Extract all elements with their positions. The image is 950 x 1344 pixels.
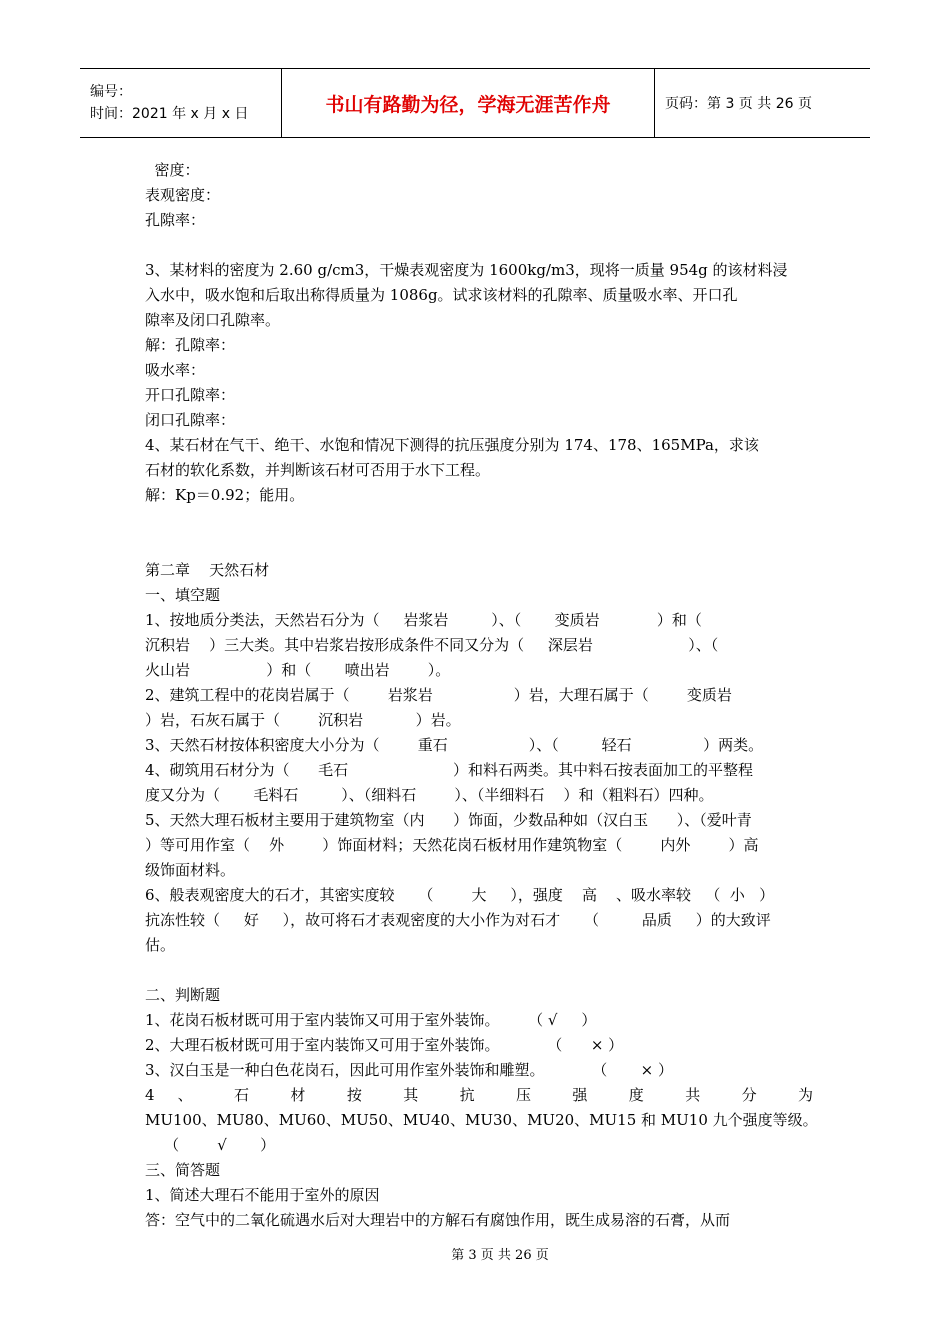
blank-line [145, 233, 813, 258]
text-line: 解：Kp＝0.92；能用。 [145, 486, 305, 504]
header-page-info [655, 69, 870, 137]
blank-line [145, 533, 813, 558]
text-line: ）岩，石灰石属于（ 沉积岩 ）岩。 [145, 711, 461, 729]
motto-text: 书山有路勤为径，学海无涯苦作舟 [325, 93, 611, 116]
text-line: 1、简述大理石不能用于室外的原因 [145, 1186, 380, 1204]
text-line: MU100、MU80、MU60、MU50、MU40、MU30、MU20、MU15 和 MU10 九个强度等级。 [145, 1111, 818, 1129]
text-line: 2、大理石板材既可用于室内装饰又可用于室外装饰。 （ × ） [145, 1036, 624, 1054]
text-line: 石材的软化系数，并判断该石材可否用于水下工程。 [145, 461, 491, 479]
text-line: 度又分为（ 毛料石 ）、（细料石 ）、（半细料石 ）和（粗料石）四种。 [145, 786, 714, 804]
text-line: 入水中，吸水饱和后取出称得质量为 1086g。试求该材料的孔隙率、质量吸水率、开口孔 [145, 286, 738, 304]
text-line: 开口孔隙率： [145, 386, 236, 404]
text-line: 解：孔隙率： [145, 336, 236, 354]
page-footer: 第 3 页 共 26 页 [451, 1248, 549, 1263]
text-line: 4、砌筑用石材分为（ 毛石 ）和料石两类。其中料石按表面加工的平整程 [145, 761, 754, 779]
text-line: 闭口孔隙率： [145, 411, 236, 429]
text-line: 一、填空题 [145, 586, 221, 604]
header-info [80, 69, 282, 137]
text-line: 隙率及闭口孔隙率。 [145, 311, 281, 329]
page-number-label: 页码：第 3 页 共 26 页 [665, 96, 812, 112]
text-line: 表观密度： [145, 186, 221, 204]
text-line: 3、天然石材按体积密度大小分为（ 重石 ）、（ 轻石 ）两类。 [145, 736, 764, 754]
text-line: 4、某石材在气干、绝干、水饱和情况下测得的抗压强度分别为 174、178、165MPa，求该 [145, 436, 759, 454]
text-line: 孔隙率： [145, 211, 206, 229]
text-line: 估。 [145, 936, 176, 954]
text-line: 吸水率： [145, 361, 206, 379]
text-line: 沉积岩 ）三大类。其中岩浆岩按形成条件不同又分为（ 深层岩 ）、（ [145, 636, 719, 654]
text-line: 火山岩 ）和（ 喷出岩 ）。 [145, 661, 451, 679]
text-line: 4 、 石 材 按 其 抗 压 强 度 共 分 为 [145, 1086, 813, 1104]
blank-line [145, 508, 813, 533]
text-line: 二、判断题 [145, 986, 221, 1004]
text-line: 3、汉白玉是一种白色花岗石，因此可用作室外装饰和雕塑。 （ × ） [145, 1061, 673, 1079]
text-line: 1、按地质分类法，天然岩石分为（ 岩浆岩 ）、（ 变质岩 ）和（ [145, 611, 702, 629]
text-line: 答：空气中的二氧化硫遇水后对大理岩中的方解石有腐蚀作用，既生成易溶的石膏，从而 [145, 1211, 731, 1229]
text-line: ）等可用作室（ 外 ）饰面材料；天然花岗石板材用作建筑物室（ 内外 ）高 [145, 836, 759, 854]
text-line: 3、某材料的密度为 2.60 g/cm3，干燥表观密度为 1600kg/m3，现将一质量 954g 的该材料浸 [145, 261, 788, 279]
text-line: 级饰面材料。 [145, 861, 236, 879]
document-number-label: 编号： [90, 84, 132, 100]
header-motto [282, 69, 655, 137]
text-line: 密度： [145, 161, 200, 179]
document-body [145, 158, 818, 1233]
text-line: 2、建筑工程中的花岗岩属于（ 岩浆岩 ）岩，大理石属于（ 变质岩 [145, 686, 732, 704]
text-line: 第二章 天然石材 [145, 561, 270, 579]
text-line: 6、般表观密度大的石才，其密实度较 （ 大 ），强度 高 、吸水率较 （ 小 ） [145, 886, 775, 904]
text-line: （ √ ） [145, 1136, 276, 1154]
document-time-label: 时间：2021 年 x 月 x 日 [90, 106, 249, 122]
text-line: 5、天然大理石板材主要用于建筑物室（内 ）饰面，少数品种如（汉白玉 ）、（爱叶青 [145, 811, 752, 829]
text-line: 抗冻性较（ 好 ），故可将石才表观密度的大小作为对石才 （ 品质 ）的大致评 [145, 911, 771, 929]
text-line: 三、简答题 [145, 1161, 221, 1179]
page-header [80, 68, 870, 138]
text-line: 1、花岗石板材既可用于室内装饰又可用于室外装饰。 （ √ ） [145, 1011, 597, 1029]
blank-line [145, 958, 813, 983]
